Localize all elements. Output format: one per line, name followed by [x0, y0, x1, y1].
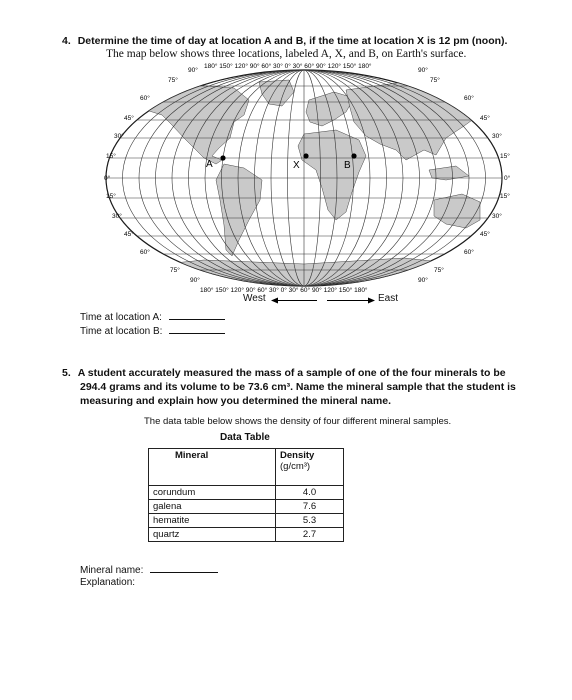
- mineral-data-table: [148, 448, 344, 542]
- header-mineral: Mineral: [149, 449, 276, 486]
- question-4-heading: [62, 35, 507, 47]
- lat-label: 75°: [434, 267, 444, 274]
- west-label: West: [243, 293, 266, 304]
- lat-label: 75°: [168, 77, 178, 84]
- direction-indicator: [243, 293, 403, 307]
- answer-a-row: [80, 310, 225, 323]
- table-header-row: [149, 449, 344, 486]
- table-row: [149, 500, 344, 514]
- answer-a-blank[interactable]: [169, 310, 225, 320]
- lat-label: 30°: [112, 213, 122, 220]
- table-row: [149, 514, 344, 528]
- answer-b-row: [80, 324, 225, 337]
- mineral-name-blank[interactable]: [150, 563, 218, 573]
- location-b-label: B: [344, 160, 351, 171]
- answer-a-label: Time at location A:: [80, 312, 162, 323]
- top-longitude-labels: 180° 150° 120° 90° 60° 30° 0° 30° 60° 90° 120° 150° 180°: [204, 63, 372, 70]
- lat-label: 45°: [480, 231, 490, 238]
- lat-label: 15°: [106, 193, 116, 200]
- location-a-label: A: [206, 159, 213, 170]
- location-x-label: X: [293, 160, 300, 171]
- answer-b-label: Time at location B:: [80, 326, 163, 337]
- mineral-cell: galena: [149, 500, 276, 514]
- question-5-line-3: measuring and explain how you determined the mineral name.: [80, 395, 391, 407]
- east-label: East: [378, 293, 399, 304]
- lat-label: 30°: [492, 213, 502, 220]
- lat-label: 60°: [140, 95, 150, 102]
- question-5-number: 5.: [62, 367, 71, 379]
- question-5-text: A student accurately measured the mass of a sample of one of the four minerals to be: [77, 367, 506, 379]
- header-density-label: Density: [280, 450, 315, 461]
- lat-label: 90°: [418, 67, 428, 74]
- lat-label: 0°: [104, 175, 111, 182]
- lat-label: 0°: [504, 175, 511, 182]
- lat-label: 45°: [480, 115, 490, 122]
- lat-label: 15°: [500, 153, 510, 160]
- lat-label: 30°: [114, 133, 124, 140]
- mineral-cell: hematite: [149, 514, 276, 528]
- lat-label: 90°: [418, 277, 428, 284]
- header-density-unit: (g/cm³): [280, 461, 311, 472]
- lat-label: 45°: [124, 231, 134, 238]
- lat-label: 90°: [188, 67, 198, 74]
- density-cell: 5.3: [276, 514, 344, 528]
- table-title: Data Table: [220, 432, 270, 443]
- lat-label: 60°: [464, 249, 474, 256]
- header-density: [276, 449, 344, 486]
- world-map: [84, 60, 524, 296]
- lat-label: 15°: [106, 153, 116, 160]
- lat-label: 60°: [464, 95, 474, 102]
- location-a-dot: [220, 155, 225, 160]
- mineral-name-label: Mineral name:: [80, 565, 144, 576]
- mineral-cell: quartz: [149, 528, 276, 542]
- mineral-cell: corundum: [149, 486, 276, 500]
- lat-label: 45°: [124, 115, 134, 122]
- location-x-dot: [303, 153, 308, 158]
- lat-label: 15°: [500, 193, 510, 200]
- lat-label: 75°: [170, 267, 180, 274]
- question-4-subtitle: The map below shows three locations, labeled A, X, and B, on Earth's surface.: [106, 48, 467, 60]
- bottom-longitude-labels: 180° 150° 120° 90° 60° 30° 0° 30° 60° 90° 120° 150° 180°: [200, 287, 368, 294]
- location-b-dot: [351, 153, 356, 158]
- table-intro: The data table below shows the density of four different mineral samples.: [144, 416, 452, 427]
- density-cell: 2.7: [276, 528, 344, 542]
- direction-arrows: [271, 296, 375, 305]
- question-4-number: 4.: [62, 35, 71, 47]
- table-row: [149, 486, 344, 500]
- answer-b-blank[interactable]: [169, 324, 225, 334]
- question-5-line-2: 294.4 grams and its volume to be 73.6 cm³. Name the mineral sample that the student is: [80, 381, 516, 393]
- density-cell: 4.0: [276, 486, 344, 500]
- lat-label: 90°: [190, 277, 200, 284]
- lat-label: 30°: [492, 133, 502, 140]
- question-4-title: Determine the time of day at location A and B, if the time at location X is 12 pm (noon).: [77, 35, 508, 47]
- lat-label: 60°: [140, 249, 150, 256]
- explanation-label: Explanation:: [80, 577, 136, 588]
- density-cell: 7.6: [276, 500, 344, 514]
- table-row: [149, 528, 344, 542]
- lat-label: 75°: [430, 77, 440, 84]
- mineral-name-row: [80, 563, 218, 576]
- question-5-line-1: [62, 367, 506, 379]
